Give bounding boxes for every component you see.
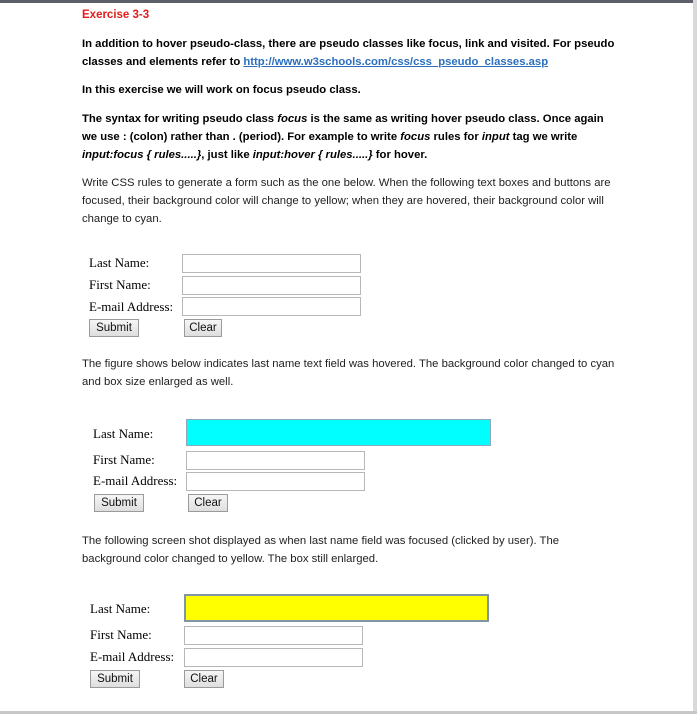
syntax-text-c: is the same as writing hover pseudo class. Once again we use : (colon) rather than . (period). For example to write xyxy=(82,113,604,143)
first-name-label: First Name: xyxy=(93,452,155,467)
email-input[interactable] xyxy=(186,472,365,491)
syntax-italic-focus: focus xyxy=(277,113,308,125)
w3schools-link[interactable]: http://www.w3schools.com/css/css_pseudo_classes.asp xyxy=(243,56,549,68)
last-name-label: Last Name: xyxy=(93,426,154,441)
first-name-input[interactable] xyxy=(186,451,365,470)
syntax-text-i: , just like xyxy=(201,149,253,161)
email-label: E-mail Address: xyxy=(90,649,175,664)
email-label: E-mail Address: xyxy=(93,473,178,488)
syntax-text-g: tag we write xyxy=(509,131,578,143)
hover-description: The figure shows below indicates last name text field was hovered. The background color changed to cyan and box size enlarged as well. xyxy=(82,358,615,388)
syntax-paragraph xyxy=(82,110,618,164)
clear-button[interactable]: Clear xyxy=(184,319,222,337)
first-name-label: First Name: xyxy=(90,627,152,642)
first-name-label: First Name: xyxy=(89,277,151,292)
exercise-focus-note: In this exercise we will work on focus pseudo class. xyxy=(82,84,361,96)
syntax-text-k: for hover. xyxy=(372,149,428,161)
syntax-italic-focus-2: focus xyxy=(400,131,431,143)
email-label: E-mail Address: xyxy=(89,299,174,314)
last-name-label: Last Name: xyxy=(90,601,151,616)
syntax-text-e: rules for xyxy=(430,131,482,143)
email-input[interactable] xyxy=(182,297,361,316)
clear-button[interactable]: Clear xyxy=(184,670,224,688)
instructions-paragraph: Write CSS rules to generate a form such as the one below. When the following text boxes and buttons are focused, their background color will change to yellow; when they are hovered, their background color will change to cyan. xyxy=(82,177,611,225)
last-name-input-focused[interactable] xyxy=(184,594,489,622)
intro-text: In addition to hover pseudo-class, there are pseudo classes like focus, link and visited. For pseudo classes and elements refer to xyxy=(82,38,615,68)
right-edge xyxy=(693,0,697,714)
syntax-italic-input-hover: input:hover { rules.....} xyxy=(252,149,373,161)
syntax-italic-input: input xyxy=(481,131,510,143)
submit-button[interactable]: Submit xyxy=(89,319,139,337)
email-input[interactable] xyxy=(184,648,363,667)
submit-button[interactable]: Submit xyxy=(90,670,140,688)
intro-paragraph xyxy=(82,35,618,71)
clear-button[interactable]: Clear xyxy=(188,494,228,512)
focus-description: The following screen shot displayed as when last name field was focused (clicked by user). The background color changed to yellow. The box still enlarged. xyxy=(82,535,560,565)
exercise-title: Exercise 3-3 xyxy=(82,9,150,21)
syntax-text-a: The syntax for writing pseudo class xyxy=(82,113,278,125)
top-border xyxy=(0,0,697,3)
syntax-italic-input-focus: input:focus { rules.....} xyxy=(82,149,202,161)
first-name-input[interactable] xyxy=(182,276,361,295)
first-name-input[interactable] xyxy=(184,626,363,645)
last-name-input[interactable] xyxy=(182,254,361,273)
last-name-label: Last Name: xyxy=(89,255,150,270)
submit-button[interactable]: Submit xyxy=(94,494,144,512)
last-name-input-hovered[interactable] xyxy=(186,419,491,446)
